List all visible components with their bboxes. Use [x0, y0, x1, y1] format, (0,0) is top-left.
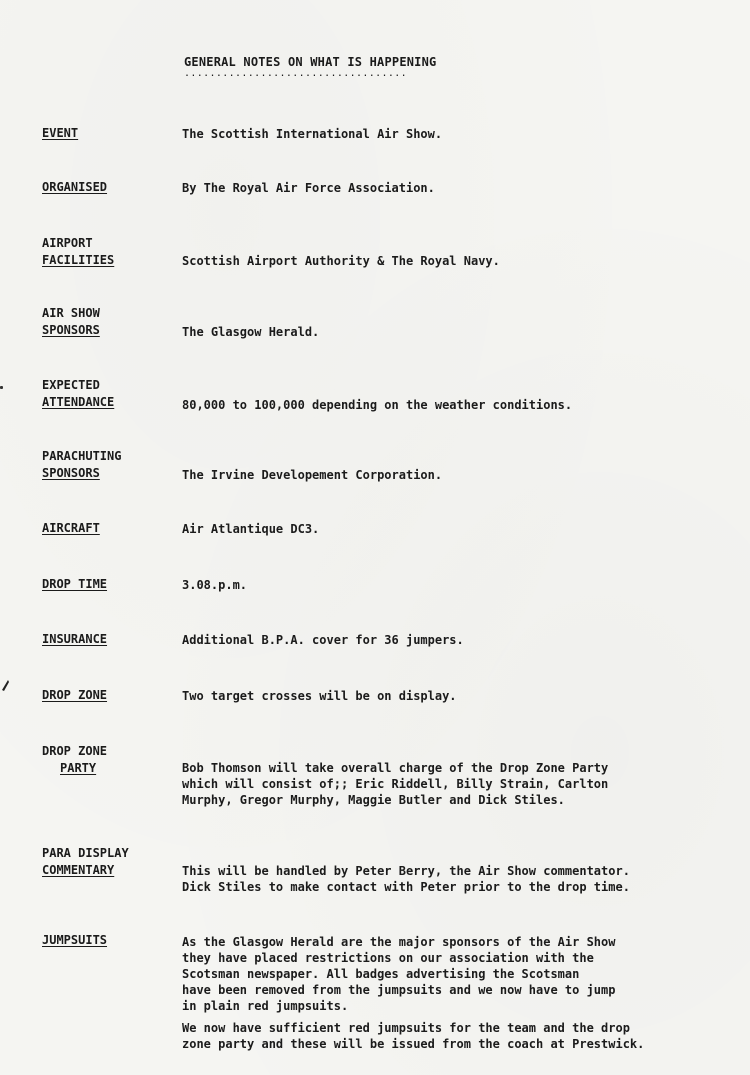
value-drop-zone: Two target crosses will be on display. — [182, 689, 457, 703]
label-drop-zone — [42, 687, 107, 704]
label-insurance — [42, 631, 107, 648]
margin-pen-mark — [0, 678, 10, 692]
label-jumpsuits — [42, 932, 107, 949]
commentary-line: Dick Stiles to make contact with Peter prior to the drop time. — [182, 880, 630, 894]
jumpsuits-line: in plain red jumpsuits. — [182, 999, 349, 1013]
label-air-show-sponsors — [42, 305, 100, 339]
label-parachuting-line1: PARACHUTING — [42, 449, 122, 463]
label-commentary-line2: COMMENTARY — [42, 863, 115, 877]
label-drop-time — [42, 576, 107, 593]
value-event: The Scottish International Air Show. — [182, 127, 443, 141]
value-jumpsuits-paragraph-2 — [182, 1020, 644, 1052]
jumpsuits-line: zone party and these will be issued from the coach at Prestwick. — [182, 1037, 645, 1051]
label-attendance-line2: ATTENDANCE — [42, 395, 115, 409]
jumpsuits-line: Scotsman newspaper. All badges advertising the Scotsman — [182, 967, 580, 981]
label-organised — [42, 179, 107, 196]
label-organised-text: ORGANISED — [42, 180, 108, 194]
value-jumpsuits-paragraph-1 — [182, 934, 615, 1014]
margin-speck — [0, 386, 3, 389]
title-dotted-underline: ................................... — [184, 68, 407, 79]
value-expected-attendance: 80,000 to 100,000 depending on the weather conditions. — [182, 398, 573, 412]
label-parachuting-line2: SPONSORS — [42, 466, 100, 480]
label-aircraft-text: AIRCRAFT — [42, 521, 100, 535]
commentary-line: This will be handled by Peter Berry, the Air Show commentator. — [182, 864, 630, 878]
value-aircraft: Air Atlantique DC3. — [182, 522, 320, 536]
label-sponsors-line2: SPONSORS — [42, 323, 100, 337]
label-drop-zone-party — [42, 743, 107, 777]
label-airport-line1: AIRPORT — [42, 236, 93, 250]
label-airport-line2: FACILITIES — [42, 253, 115, 267]
page-title: GENERAL NOTES ON WHAT IS HAPPENING — [184, 55, 437, 69]
label-attendance-line1: EXPECTED — [42, 378, 100, 392]
value-airport-facilities: Scottish Airport Authority & The Royal Navy. — [182, 254, 500, 268]
jumpsuits-line: they have placed restrictions on our association with the — [182, 951, 594, 965]
dz-party-line: Murphy, Gregor Murphy, Maggie Butler and Dick Stiles. — [182, 793, 565, 807]
label-commentary-line1: PARA DISPLAY — [42, 846, 129, 860]
label-jumpsuits-text: JUMPSUITS — [42, 933, 108, 947]
dz-party-line: which will consist of;; Eric Riddell, Billy Strain, Carlton — [182, 777, 609, 791]
label-sponsors-line1: AIR SHOW — [42, 306, 100, 320]
value-para-display-commentary — [182, 863, 630, 895]
value-insurance: Additional B.P.A. cover for 36 jumpers. — [182, 633, 464, 647]
value-organised: By The Royal Air Force Association. — [182, 181, 435, 195]
value-air-show-sponsors: The Glasgow Herald. — [182, 325, 320, 339]
dz-party-line: Bob Thomson will take overall charge of the Drop Zone Party — [182, 761, 609, 775]
value-drop-zone-party — [182, 760, 608, 808]
label-event-text: EVENT — [42, 126, 79, 140]
label-event — [42, 125, 78, 142]
label-drop-zone-text: DROP ZONE — [42, 688, 108, 702]
label-dz-party-line1: DROP ZONE — [42, 744, 108, 758]
value-parachuting-sponsors: The Irvine Developement Corporation. — [182, 468, 443, 482]
label-expected-attendance — [42, 377, 114, 411]
label-drop-time-text: DROP TIME — [42, 577, 108, 591]
label-insurance-text: INSURANCE — [42, 632, 108, 646]
value-drop-time: 3.08.p.m. — [182, 578, 248, 592]
jumpsuits-line: As the Glasgow Herald are the major sponsors of the Air Show — [182, 935, 616, 949]
jumpsuits-line: have been removed from the jumpsuits and we now have to jump — [182, 983, 616, 997]
label-para-display-commentary — [42, 845, 129, 879]
label-dz-party-line2: PARTY — [60, 761, 97, 775]
label-parachuting-sponsors — [42, 448, 121, 482]
jumpsuits-line: We now have sufficient red jumpsuits for the team and the drop — [182, 1021, 630, 1035]
label-aircraft — [42, 520, 100, 537]
label-airport-facilities — [42, 235, 114, 269]
